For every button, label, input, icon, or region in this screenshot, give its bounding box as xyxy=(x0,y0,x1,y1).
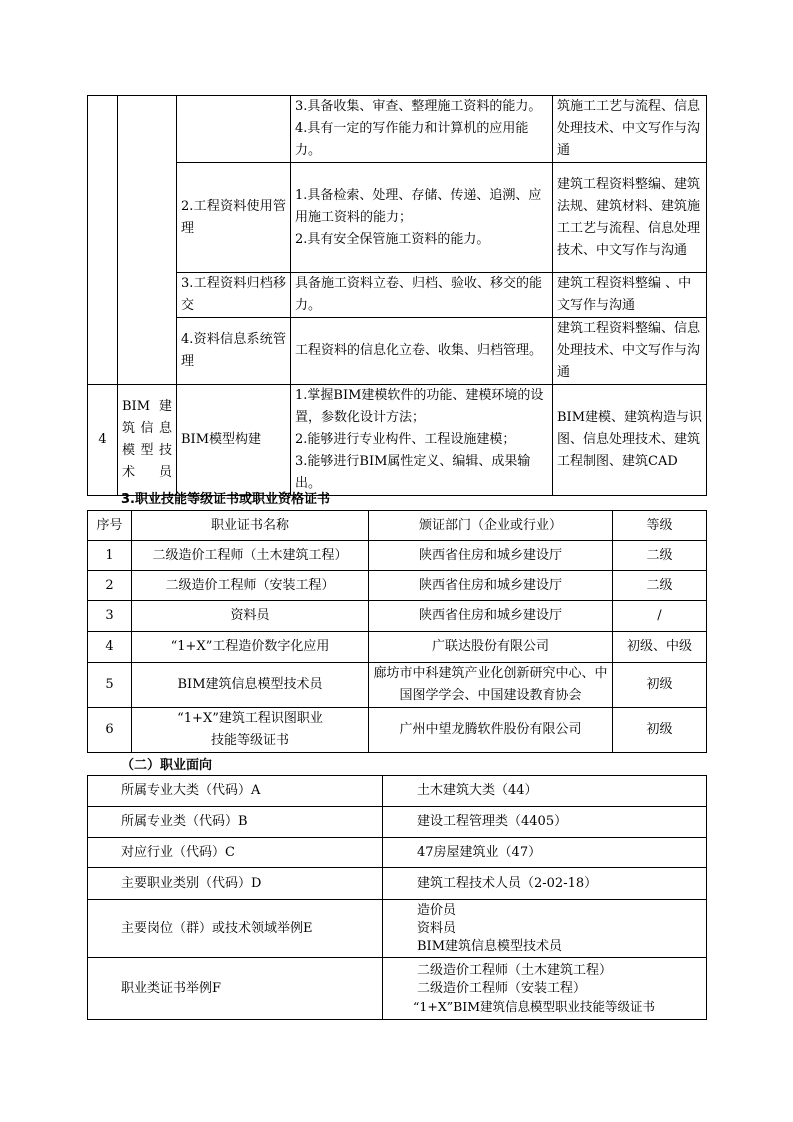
orientation-value: 二级造价工程师（土木建筑工程） 二级造价工程师（安装工程） “1+X”BIM建筑信息模型职业技能等级证书 xyxy=(383,958,707,1020)
task-cell: BIM模型构建 xyxy=(177,385,291,496)
section-heading-orientation: （二）职业面向 xyxy=(121,758,213,773)
table-header-row xyxy=(88,511,707,541)
cert-issuer: 陕西省住房和城乡建设厅 xyxy=(369,541,613,571)
courses-cell: BIM建模、建筑构造与识图、信息处理技术、建筑工程制图、建筑CAD xyxy=(553,385,707,496)
orientation-value: 建筑工程技术人员（2-02-18） xyxy=(383,868,707,900)
table-row xyxy=(88,868,707,900)
table-row xyxy=(88,663,707,708)
table-row xyxy=(88,571,707,601)
no-cell: 4 xyxy=(88,385,118,496)
certificate-table xyxy=(87,510,707,753)
column-header: 颁证部门（企业或行业） xyxy=(369,511,613,541)
table-row xyxy=(88,163,707,273)
task-cell: 3.工程资料归档移交 xyxy=(177,273,291,318)
cert-name: 资料员 xyxy=(132,601,369,632)
section-heading-certificates: 3.职业技能等级证书或职业资格证书 xyxy=(121,492,330,507)
orientation-table xyxy=(87,775,707,1020)
cert-no: 6 xyxy=(88,708,132,753)
orientation-value: 造价员 资料员 BIM建筑信息模型技术员 xyxy=(383,900,707,958)
ability-cell: 3.具备收集、审查、整理施工资料的能力。 4.具有一定的写作能力和计算机的应用能力。 xyxy=(291,96,553,163)
courses-cell: 建筑工程资料整编 、中文写作与沟通 xyxy=(553,273,707,318)
ability-cell: 具备施工资料立卷、归档、验收、移交的能力。 xyxy=(291,273,553,318)
cert-no: 5 xyxy=(88,663,132,708)
task-cell: 2.工程资料使用管理 xyxy=(177,163,291,273)
ability-cell: 工程资料的信息化立卷、收集、归档管理。 xyxy=(291,318,553,385)
cert-no: 1 xyxy=(88,541,132,571)
table-row xyxy=(88,385,707,496)
cert-issuer: 廊坊市中科建筑产业化创新研究中心、中国图学学会、中国建设教育协会 xyxy=(369,663,613,708)
cert-level: 初级 xyxy=(613,708,707,753)
table-row xyxy=(88,96,707,163)
orientation-label: 职业类证书举例F xyxy=(88,958,383,1020)
table-row xyxy=(88,958,707,1020)
orientation-label: 主要岗位（群）或技术领域举例E xyxy=(88,900,383,958)
cert-level: / xyxy=(613,601,707,632)
cert-name: 二级造价工程师（安装工程） xyxy=(132,571,369,601)
cert-issuer: 广联达股份有限公司 xyxy=(369,632,613,663)
cert-name: “1+X”工程造价数字化应用 xyxy=(132,632,369,663)
cert-issuer: 陕西省住房和城乡建设厅 xyxy=(369,571,613,601)
orientation-value: 土木建筑大类（44） xyxy=(383,776,707,807)
orientation-label: 所属专业类（代码）B xyxy=(88,807,383,838)
position-cell: BIM 建筑信息模型技术员 xyxy=(118,385,177,496)
cert-issuer: 陕西省住房和城乡建设厅 xyxy=(369,601,613,632)
table-row xyxy=(88,776,707,807)
courses-cell: 建筑工程资料整编、信息处理技术、中文写作与沟通 xyxy=(553,318,707,385)
cert-no: 4 xyxy=(88,632,132,663)
column-header: 职业证书名称 xyxy=(132,511,369,541)
cert-level: 二级 xyxy=(613,571,707,601)
cert-level: 初级、中级 xyxy=(613,632,707,663)
table-row xyxy=(88,838,707,868)
cert-issuer: 广州中望龙腾软件股份有限公司 xyxy=(369,708,613,753)
no-cell-empty xyxy=(88,96,118,385)
column-header: 序号 xyxy=(88,511,132,541)
orientation-label: 所属专业大类（代码）A xyxy=(88,776,383,807)
orientation-label: 主要职业类别（代码）D xyxy=(88,868,383,900)
cert-name: BIM建筑信息模型技术员 xyxy=(132,663,369,708)
table-row xyxy=(88,273,707,318)
cert-name: “1+X”建筑工程识图职业技能等级证书 xyxy=(132,708,369,753)
orientation-label: 对应行业（代码）C xyxy=(88,838,383,868)
table-row xyxy=(88,807,707,838)
ability-cell: 1.掌握BIM建模软件的功能、建模环境的设置，参数化设计方法； 2.能够进行专业构件、工程设施建模； 3.能够进行BIM属性定义、编辑、成果输出。 xyxy=(291,385,553,496)
column-header: 等级 xyxy=(613,511,707,541)
table-row xyxy=(88,632,707,663)
table-row xyxy=(88,318,707,385)
cert-level: 二级 xyxy=(613,541,707,571)
cert-no: 3 xyxy=(88,601,132,632)
courses-cell: 建筑工程资料整编、建筑法规、建筑材料、建筑施工工艺与流程、信息处理技术、中文写作与沟通 xyxy=(553,163,707,273)
table-row xyxy=(88,708,707,753)
orientation-value: 建设工程管理类（4405） xyxy=(383,807,707,838)
orientation-value: 47房屋建筑业（47） xyxy=(383,838,707,868)
duty-ability-table xyxy=(87,95,707,496)
task-cell: 4.资料信息系统管理 xyxy=(177,318,291,385)
table-row xyxy=(88,900,707,958)
table-row xyxy=(88,601,707,632)
cert-level: 初级 xyxy=(613,663,707,708)
cert-name: 二级造价工程师（土木建筑工程） xyxy=(132,541,369,571)
position-cell-empty xyxy=(118,96,177,385)
task-cell xyxy=(177,96,291,163)
cert-no: 2 xyxy=(88,571,132,601)
ability-cell: 1.具备检索、处理、存储、传递、追溯、应用施工资料的能力； 2.具有安全保管施工资料的能力。 xyxy=(291,163,553,273)
table-row xyxy=(88,541,707,571)
courses-cell: 筑施工工艺与流程、信息处理技术、中文写作与沟通 xyxy=(553,96,707,163)
